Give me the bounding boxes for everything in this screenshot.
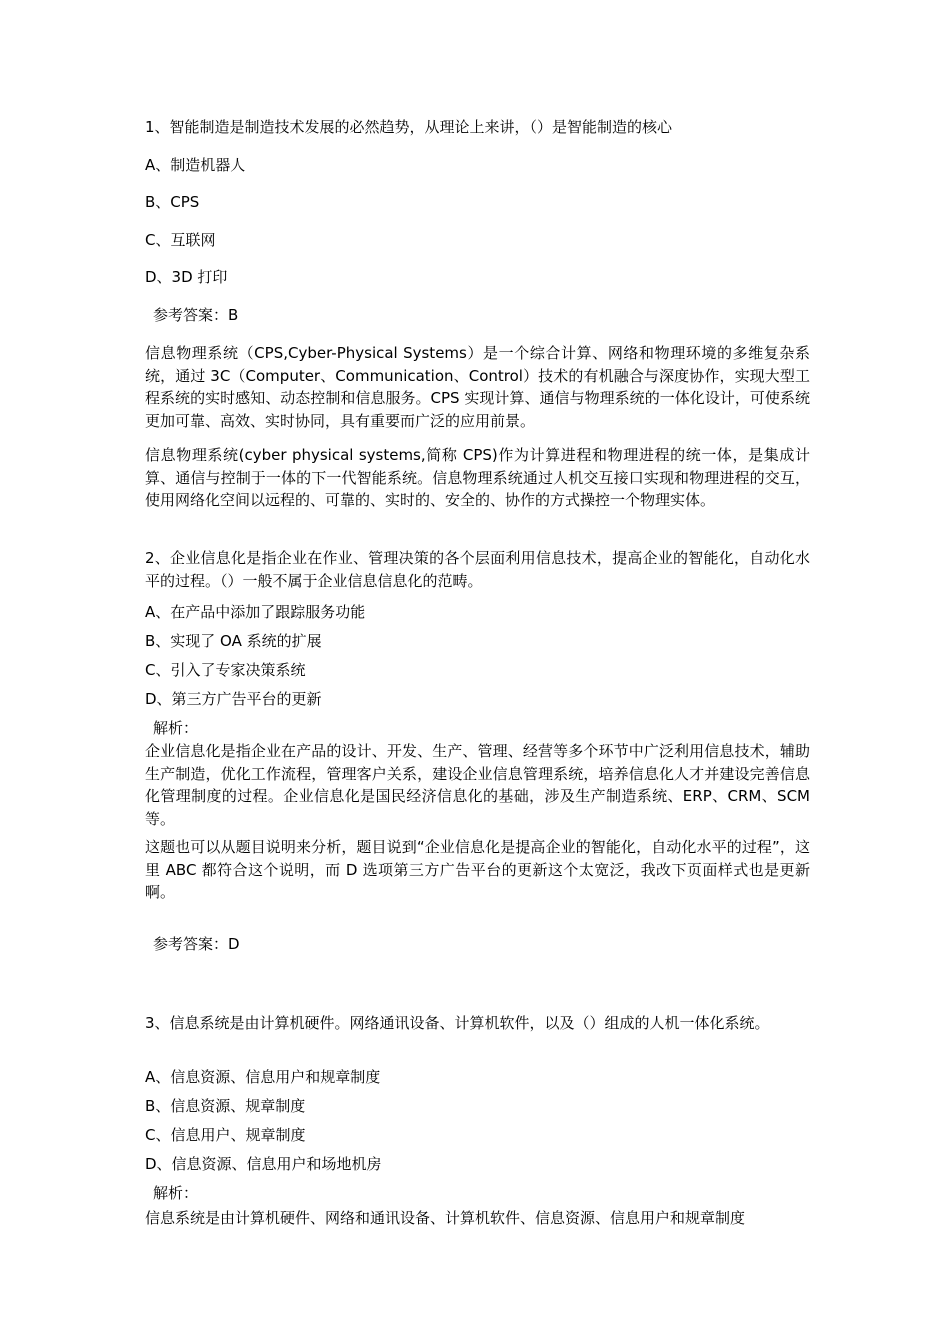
q1-question: 1、智能制造是制造技术发展的必然趋势，从理论上来讲，（）是智能制造的核心 (145, 118, 673, 136)
q2-analysis-2: 这题也可以从题目说明来分析，题目说到“企业信息化是提高企业的智能化，自动化水平的过程”，这里 ABC 都符合这个说明，而 D 选项第三方广告平台的更新这个太宽泛，我改下页面样式也是更新啊。 (145, 838, 810, 901)
q1-explanation-1: 信息物理系统（CPS,Cyber-Physical Systems）是一个综合计算、网络和物理环境的多维复杂系统，通过 3C（Computer、Communication、Control）技术的有机融合与深度协作，实现大型工程系统的实时感知、动态控制和信息服务。CPS 实现计算、通信与物理系统的一体化设计，可使系统更加可靠、高效、实时协同，具有重要而广泛的应用前景。 (145, 344, 810, 430)
q2-question: 2、企业信息化是指企业在作业、管理决策的各个层面利用信息技术，提高企业的智能化，自动化水平的过程。（）一般不属于企业信息信息化的范畴。 (145, 549, 810, 590)
q1-explanation-2: 信息物理系统(cyber physical systems,简称 CPS)作为计算进程和物理进程的统一体，是集成计算、通信与控制于一体的下一代智能系统。信息物理系统通过人机交互接口实现和物理进程的交互，使用网络化空间以远程的、可靠的、实时的、安全的、协作的方式操控一个物理实体。 (145, 446, 810, 509)
q3-analysis-label: 解析： (153, 1184, 199, 1202)
q3-question: 3、信息系统是由计算机硬件。网络通讯设备、计算机软件，以及（）组成的人机一体化系统。 (145, 1014, 770, 1032)
q2-option-c: C、引入了专家决策系统 (145, 661, 306, 679)
q1-option-a: A、制造机器人 (145, 156, 246, 174)
q2-analysis-label: 解析： (153, 719, 199, 737)
q3-option-a: A、信息资源、信息用户和规章制度 (145, 1068, 381, 1086)
q3-option-d: D、信息资源、信息用户和场地机房 (145, 1155, 382, 1173)
q2-answer: 参考答案：D (153, 935, 240, 953)
q2-option-a: A、在产品中添加了跟踪服务功能 (145, 603, 366, 621)
q1-option-b: B、CPS (145, 193, 200, 211)
q1-answer: 参考答案：B (153, 306, 239, 324)
q2-analysis-1: 企业信息化是指企业在产品的设计、开发、生产、管理、经营等多个环节中广泛利用信息技术，辅助生产制造，优化工作流程，管理客户关系，建设企业信息管理系统，培养信息化人才并建设完善信息化管理制度的过程。企业信息化是国民经济信息化的基础，涉及生产制造系统、ERP、CRM、SCM 等。 (145, 742, 810, 828)
q3-option-c: C、信息用户、规章制度 (145, 1126, 306, 1144)
q2-option-b: B、实现了 OA 系统的扩展 (145, 632, 322, 650)
q3-analysis-start: 信息系统是由计算机硬件、网络和通讯设备、计算机软件、信息资源、信息用户和规章制度 (145, 1209, 746, 1227)
q1-option-c: C、互联网 (145, 231, 216, 249)
q1-option-d: D、3D 打印 (145, 268, 228, 286)
q2-option-d: D、第三方广告平台的更新 (145, 690, 322, 708)
q3-option-b: B、信息资源、规章制度 (145, 1097, 306, 1115)
